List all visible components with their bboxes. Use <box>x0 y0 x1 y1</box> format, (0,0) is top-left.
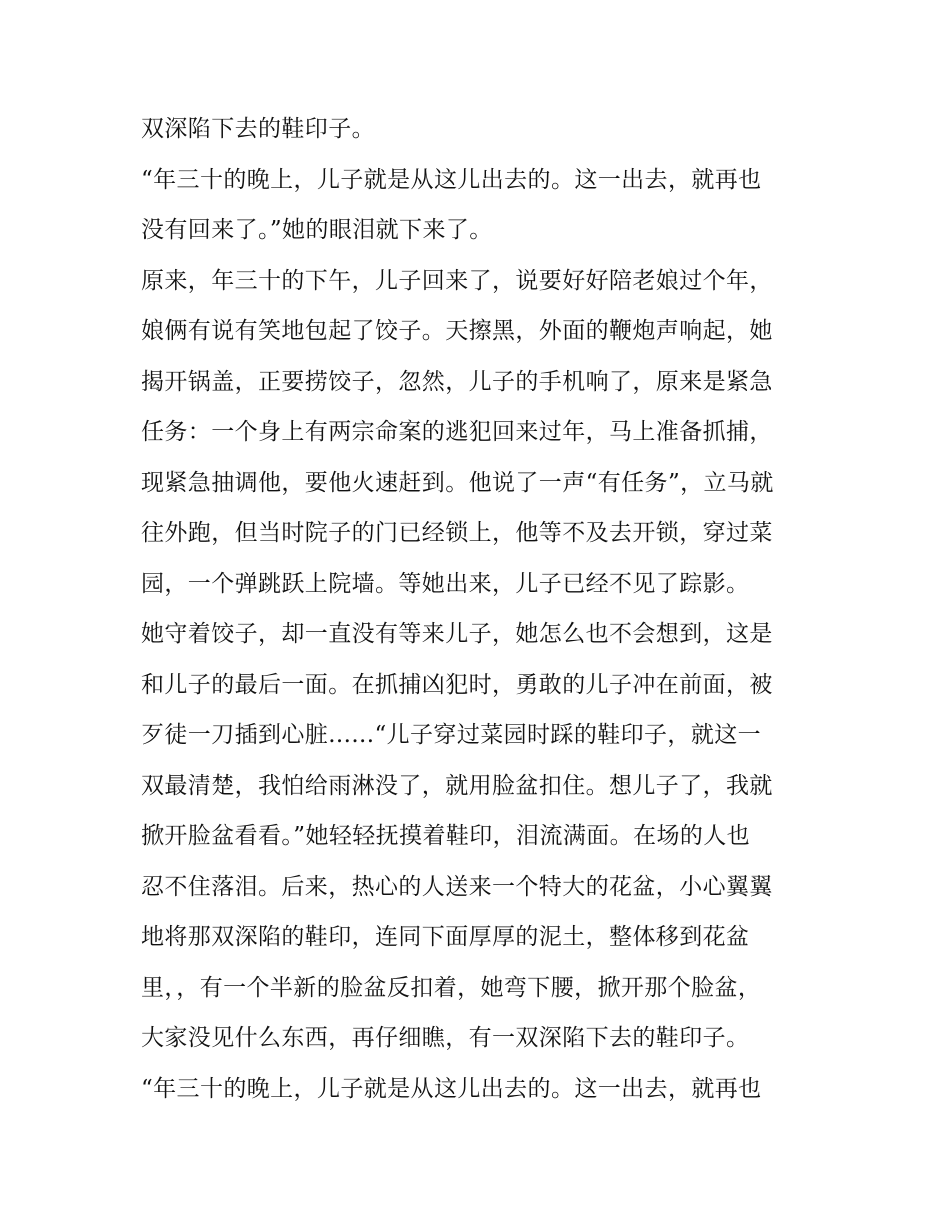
text-line: 娘俩有说有笑地包起了饺子。天擦黑，外面的鞭炮声响起，她 <box>141 318 773 344</box>
text-line: 她守着饺子，却一直没有等来儿子，她怎么也不会想到，这是 <box>141 621 773 647</box>
text-line: 双最清楚，我怕给雨淋没了，就用脸盆扣住。想儿子了，我就 <box>141 773 773 799</box>
text-line: 揭开锅盖，正要捞饺子，忽然，儿子的手机响了，原来是紧急 <box>141 369 773 395</box>
text-line: 原来，年三十的下午，儿子回来了，说要好好陪老娘过个年， <box>141 268 773 294</box>
text-line: 和儿子的最后一面。在抓捕凶犯时，勇敢的儿子冲在前面，被 <box>141 672 773 698</box>
text-line: “年三十的晚上，儿子就是从这儿出去的。这一出去，就再也 <box>141 167 762 193</box>
text-line: 园，一个弹跳跃上院墙。等她出来，儿子已经不见了踪影。 <box>141 571 750 597</box>
text-line: 现紧急抽调他，要他火速赶到。他说了一声“有任务”，立马就 <box>141 470 774 496</box>
text-line: 歹徒一刀插到心脏......“儿子穿过菜园时踩的鞋印子，就这一 <box>141 722 762 748</box>
text-line: 掀开脸盆看看。”她轻轻抚摸着鞋印，泪流满面。在场的人也 <box>141 823 751 849</box>
text-line: 大家没见什么东西，再仔细瞧，有一双深陷下去的鞋印子。 <box>141 1025 750 1051</box>
text-line: 里，，有一个半新的脸盆反扣着，她弯下腰，掀开那个脸盆， <box>141 975 762 1001</box>
text-line: 忍不住落泪。后来，热心的人送来一个特大的花盆，小心翼翼 <box>141 874 773 900</box>
text-line: 往外跑，但当时院子的门已经锁上，他等不及去开锁，穿过菜 <box>141 520 773 546</box>
text-line: 没有回来了。”她的眼泪就下来了。 <box>141 217 493 243</box>
text-line: 地将那双深陷的鞋印，连同下面厚厚的泥土，整体移到花盆 <box>141 924 750 950</box>
text-line: 任务：一个身上有两宗命案的逃犯回来过年，马上准备抓捕， <box>141 419 773 445</box>
text-line: 双深陷下去的鞋印子。 <box>141 116 375 142</box>
text-line: “年三十的晚上，儿子就是从这儿出去的。这一出去，就再也 <box>141 1076 762 1102</box>
